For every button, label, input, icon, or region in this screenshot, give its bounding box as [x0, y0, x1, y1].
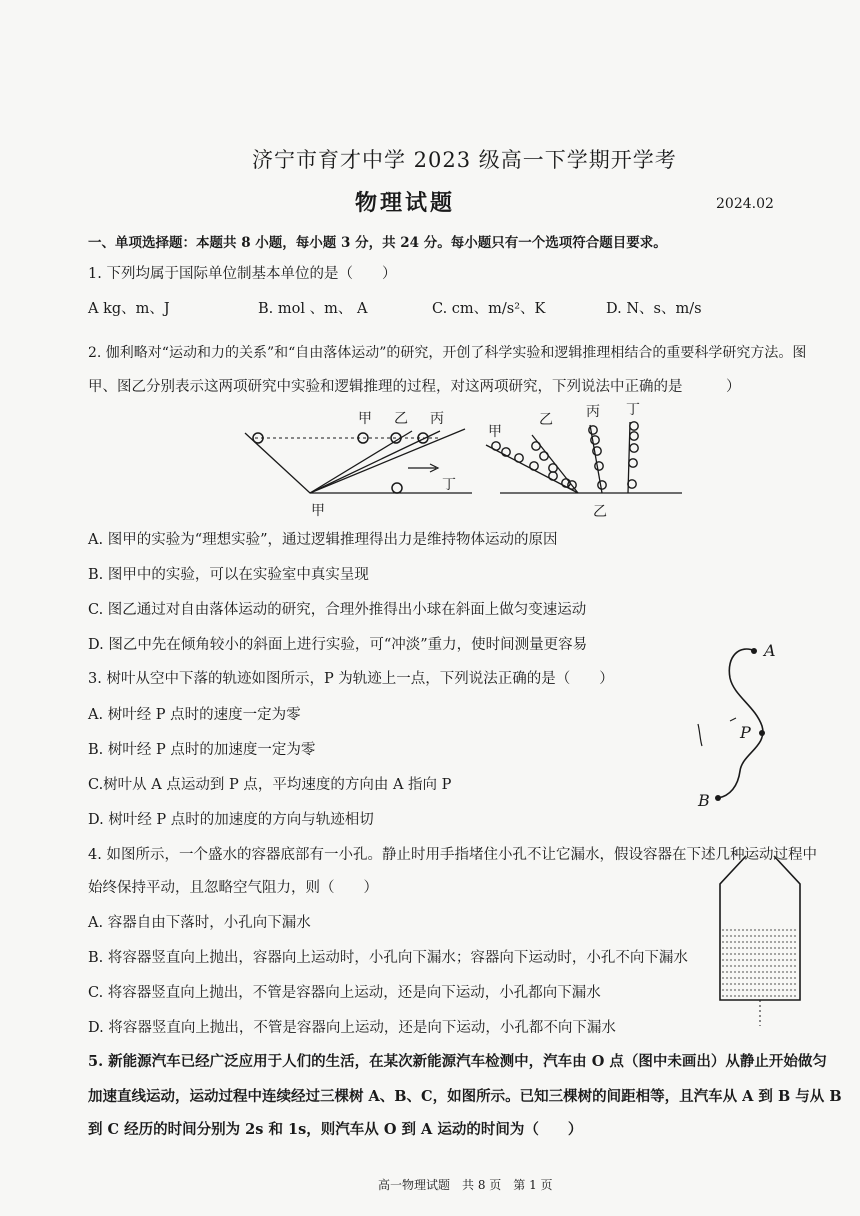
q2-stem-line1: 2. 伽利略对“运动和力的关系”和“自由落体运动”的研究，开创了科学实验和逻辑推理相结合的重要科学研究方法。图 [88, 345, 807, 361]
q4-stem-line1: 4. 如图所示，一个盛水的容器底部有一小孔。静止时用手指堵住小孔不让它漏水，假设容器在下述几种运动过程中 [88, 847, 817, 863]
q5-line1: 5. 新能源汽车已经广泛应用于人们的生活，在某次新能源汽车检测中，汽车由 O 点（图中未画出）从静止开始做匀 [88, 1053, 827, 1070]
q4-stem-line2: 始终保持平动，且忽略空气阻力，则（ ） [88, 880, 378, 896]
fig2-label-bing: 丙 [586, 404, 600, 420]
q2-option-d: D. 图乙中先在倾角较小的斜面上进行实验，可“冲淡”重力，使时间测量更容易 [88, 637, 588, 653]
section-heading: 一、单项选择题：本题共 8 小题，每小题 3 分，共 24 分。每小题只有一个选项符合题目要求。 [88, 235, 667, 251]
q5-line2: 加速直线运动，运动过程中连续经过三棵树 A、B、C，如图所示。已知三棵树的间距相等，且汽车从 A 到 B 与从 B [88, 1088, 842, 1105]
fig1-caption: 甲 [311, 503, 325, 519]
fig1-label-jia: 甲 [358, 411, 372, 427]
exam-date: 2024.02 [716, 196, 774, 212]
fig2-label-jia: 甲 [488, 424, 502, 440]
q1-stem: 1. 下列均属于国际单位制基本单位的是（ ） [88, 266, 397, 282]
figure-leaf-trajectory [680, 636, 790, 812]
page-footer: 高一物理试题 共 8 页 第 1 页 [378, 1178, 553, 1192]
q1-option-d: D. N、s、m/s [606, 301, 702, 317]
figure-jia-incline-diagram [240, 405, 480, 520]
q2-option-b: B. 图甲中的实验，可以在实验室中真实呈现 [88, 567, 369, 583]
figure-water-container [716, 850, 808, 1030]
fig1-label-bing: 丙 [430, 411, 444, 427]
q2-stem-line2: 甲、图乙分别表示这两项研究中实验和逻辑推理的过程，对这两项研究，下列说法中正确的是 ） [88, 379, 741, 395]
q1-option-c: C. cm、m/s²、K [432, 301, 546, 317]
q3-stem: 3. 树叶从空中下落的轨迹如图所示，P 为轨迹上一点，下列说法正确的是（ ） [88, 671, 614, 687]
fig3-label-a: A [764, 641, 776, 660]
q3-option-b: B. 树叶经 P 点时的加速度一定为零 [88, 742, 316, 758]
q2-option-c: C. 图乙通过对自由落体运动的研究，合理外推得出小球在斜面上做匀变速运动 [88, 602, 587, 618]
figure-yi-incline-diagram [486, 400, 686, 522]
q3-option-a: A. 树叶经 P 点时的速度一定为零 [88, 707, 301, 723]
fig3-label-p: P [740, 723, 751, 742]
q4-option-b: B. 将容器竖直向上抛出，容器向上运动时，小孔向下漏水；容器向下运动时，小孔不向下漏水 [88, 950, 688, 966]
fig2-label-ding: 丁 [626, 402, 640, 418]
q4-option-a: A. 容器自由下落时，小孔向下漏水 [88, 915, 311, 931]
q2-option-a: A. 图甲的实验为“理想实验”，通过逻辑推理得出力是维持物体运动的原因 [88, 532, 558, 548]
q1-option-b: B. mol 、m、 A [258, 301, 368, 317]
fig1-label-ding: 丁 [442, 477, 456, 493]
fig2-label-yi: 乙 [539, 412, 553, 428]
school-title: 济宁市育才中学 2023 级高一下学期开学考 [252, 148, 677, 172]
fig3-label-b: B [698, 791, 710, 810]
q3-option-c: C.树叶从 A 点运动到 P 点，平均速度的方向由 A 指向 P [88, 777, 452, 793]
q4-option-c: C. 将容器竖直向上抛出，不管是容器向上运动，还是向下运动，小孔都向下漏水 [88, 985, 601, 1001]
q1-option-a: A kg、m、J [88, 301, 170, 317]
fig1-label-yi: 乙 [394, 411, 408, 427]
subject-title: 物理试题 [355, 190, 456, 216]
q4-option-d: D. 将容器竖直向上抛出，不管是容器向上运动，还是向下运动，小孔都不向下漏水 [88, 1020, 616, 1036]
q3-option-d: D. 树叶经 P 点时的加速度的方向与轨迹相切 [88, 812, 374, 828]
fig2-caption: 乙 [593, 504, 607, 520]
q5-line3: 到 C 经历的时间分别为 2s 和 1s，则汽车从 O 到 A 运动的时间为（ ） [88, 1121, 583, 1138]
